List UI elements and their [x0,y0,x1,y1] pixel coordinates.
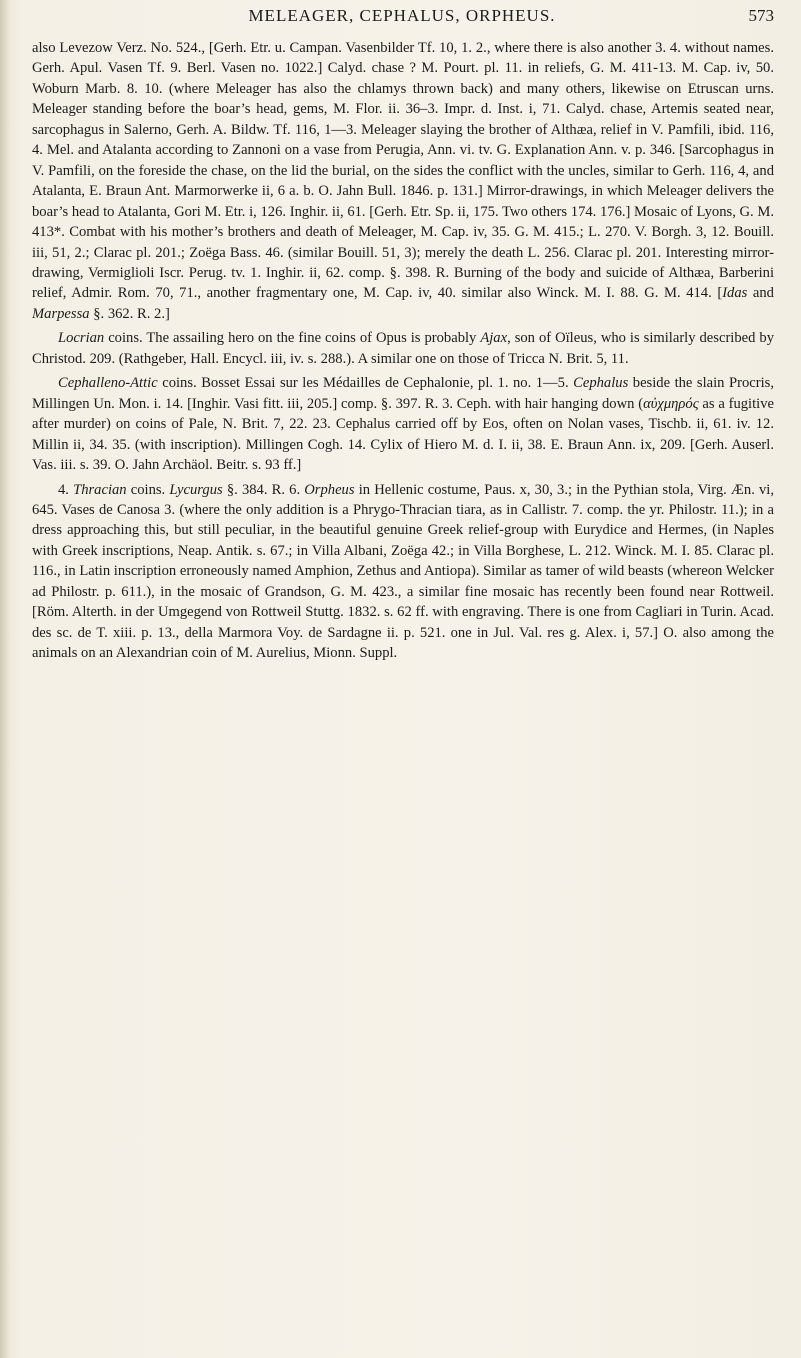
italic-text: Cephalleno-Attic [58,375,158,392]
running-head: MELEAGER, CEPHALUS, ORPHEUS. [248,6,556,25]
page-header [30,6,774,34]
italic-text: Locrian [58,330,105,347]
italic-text: Thracian [73,481,127,498]
text-run: as a fugitive after murder) on coins of Pale, N. Brit. 7, 22. 23. Cephalus carried off by Eos, often on Nolan vases, Tischb. ii, 61. iv. 12. Millin ii, 34. 35. (with inscription). Millingen Cogh. 14. Cylix of Hiero M. d. I. ii, 38. E. Braun Ann. ix, 209. [Gerh. Auserl. Vas. iii. s. 39. O. Jahn Archäol. Beitr. s. 93 ff.] [32,395,774,474]
text-run: , son of Oïleus, who is similarly described by Christod. 209. (Rathgeber, Hall. Encycl. iii, iv. s. 288.). A similar one on those of Tricca N. Brit. 5, 11. [32,330,774,367]
italic-text: αὐχμηρός [643,395,699,412]
italic-text: Lycurgus [169,481,223,498]
italic-text: Marpessa [32,305,90,322]
text-run: §. 362. R. 2.] [89,305,170,322]
page-body [32,38,774,668]
paragraph [32,373,774,475]
italic-text: Orpheus [304,481,355,498]
paragraph [32,328,774,369]
text-run: §. 384. R. 6. [222,481,305,498]
text-run: coins. [126,481,170,498]
text-run: also Levezow Verz. No. 524., [Gerh. Etr. u. Campan. Vasenbilder Tf. 10, 1. 2., where there is also another 3. 4. without names. Gerh. Apul. Vasen Tf. 9. Berl. Vasen no. 1022.] Calyd. chase ? M. Pourt. pl. 11. in reliefs, G. M. 411-13. M. Cap. iv, 50. Woburn Marb. 8. 10. (where Meleager has also the chlamys thrown back) and many others, likewise on Etruscan urns. Meleager standing before the boar’s head, gems, M. Flor. ii. 36–3. Impr. d. Inst. i, 71. Calyd. chase, Artemis seated near, sarcophagus in Salerno, Gerh. A. Bildw. Tf. 116, 1—3. Meleager slaying the brother of Althæa, relief in V. Pamfili, ibid. 116, 4. Mel. and Atalanta according to Zannoni on a vase from Perugia, Ann. vi. tv. G. Explanation Ann. v. p. 346. [Sarcophagus in V. Pamfili, on the foreside the chase, on the lid the burial, on the sides the conflict with the uncles, similar to Gerh. 116, 4, and Atalanta, E. Braun Ant. Marmorwerke ii, 6 a. b. O. Jahn Bull. 1846. p. 131.] Mirror-drawings, in which Meleager delivers the boar’s head to Atalanta, Gori M. Etr. i, 126. Inghir. ii, 61. [Gerh. Etr. Sp. ii, 175. Two others 174. 176.] Mosaic of Lyons, G. M. 413*. Combat with his mother’s brothers and death of Meleager, M. Cap. iv, 35. G. M. 415.; L. 270. V. Borgh. 3, 12. Bouill. iii, 51, 2.; Clarac pl. 201.; Zoëga Bass. 46. (similar Bouill. 51, 3); merely the death L. 256. Clarac pl. 201. Interesting mirror-drawing, Vermiglioli Iscr. Perug. tv. 1. Inghir. ii, 62. comp. §. 398. R. Burning of the body and suicide of Althæa, Barberini relief, Admir. Rom. 70, 71., another fragmentary one, M. Cap. iv, 40. similar also Winck. M. I. 88. G. M. 414. [ [32,40,774,302]
text-run: coins. Bosset Essai sur les Médailles de Cephalonie, pl. 1. no. 1—5. [157,375,574,392]
text-run: in Hellenic costume, Paus. x, 30, 3.; in the Pythian stola, Virg. Æn. vi, 645. Vases de Canosa 3. (where the only addition is a Phrygo-Thracian tiara, as in Callistr. 7. comp. the yr. Philostr. 11.); in a dress approaching this, but still peculiar, in the beautiful genuine Greek relief-group with Eurydice and Hermes, (in Naples with Greek inscriptions, Neap. Antik. s. 67.; in Villa Albani, Zoëga 42.; in Villa Borghese, L. 212. Winck. M. I. 85. Clarac pl. 116., in Latin inscription erroneously named Amphion, Zethus and Antiopa). Similar as tamer of wild beasts (whereon Welcker ad Philostr. p. 611.), in the mosaic of Grandson, G. M. 423., a similar fine mosaic has recently been found near Rottweil. [Röm. Alterth. in der Umgegend von Rottweil Stuttg. 1832. s. 62 ff. with engraving. There is one from Cagliari in Turin. Acad. des sc. de T. xiii. p. 13., della Marmora Voy. de Sardagne ii. p. 521. one in Jul. Val. res g. Alex. i, 57.] O. also among the animals on an Alexandrian coin of M. Aurelius, Mionn. Suppl. [32,481,774,662]
page-number: 573 [748,6,774,25]
text-run: 4. [58,481,74,498]
italic-text: Ajax [480,330,508,347]
italic-text: Cephalus [573,375,629,392]
page-gutter [0,0,10,1358]
text-run: and [747,285,774,302]
text-run: beside the slain Procris, Millingen Un. Mon. i. 14. [Inghir. Vasi fitt. iii, 205.] comp. §. 397. R. 3. Ceph. with hair hanging down ( [32,375,774,412]
paragraph [32,38,774,324]
italic-text: Idas [722,285,748,302]
text-run: coins. The assailing hero on the fine coins of Opus is probably [104,330,481,347]
paragraph [32,480,774,664]
